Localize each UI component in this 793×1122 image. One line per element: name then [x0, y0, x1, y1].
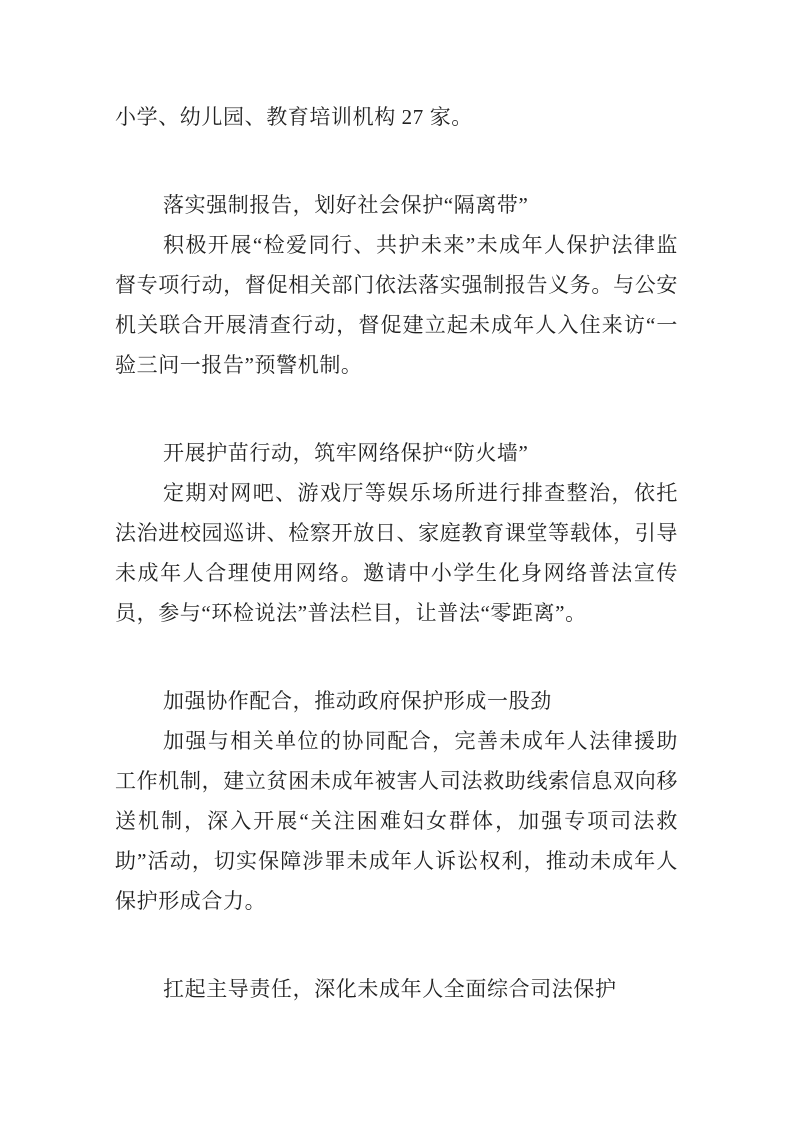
- section-heading: 加强协作配合，推动政府保护形成一股劲: [163, 689, 552, 713]
- section-heading: 落实强制报告，划好社会保护“隔离带”: [163, 193, 529, 217]
- continuation-paragraph: 小学、幼儿园、教育培训机构 27 家。: [115, 105, 473, 129]
- section-heading: 扛起主导责任，深化未成年人全面综合司法保护: [163, 977, 617, 1001]
- section-body-paragraph: 定期对网吧、游戏厅等娱乐场所进行排查整治，依托法治进校园巡讲、检察开放日、家庭教育课堂等载体，引导未成年人合理使用网络。邀请中小学生化身网络普法宣传员，参与“环检说法”普法栏目，让普法“零距离”。: [115, 481, 678, 625]
- document-section: [115, 969, 678, 1009]
- document-section: [115, 185, 678, 385]
- document-section: [115, 433, 678, 633]
- section-body-paragraph: 积极开展“检爱同行、共护未来”未成年人保护法律监督专项行动，督促相关部门依法落实强制报告义务。与公安机关联合开展清查行动，督促建立起未成年人入住来访“一验三问一报告”预警机制。: [115, 233, 678, 377]
- section-body-paragraph: 加强与相关单位的协同配合，完善未成年人法律援助工作机制，建立贫困未成年被害人司法救助线索信息双向移送机制，深入开展“关注困难妇女群体，加强专项司法救助”活动，切实保障涉罪未成年人诉讼权利，推动未成年人保护形成合力。: [115, 729, 678, 913]
- section-heading: 开展护苗行动，筑牢网络保护“防火墙”: [163, 441, 529, 465]
- document-section: [115, 681, 678, 921]
- sections-container: [115, 185, 678, 1009]
